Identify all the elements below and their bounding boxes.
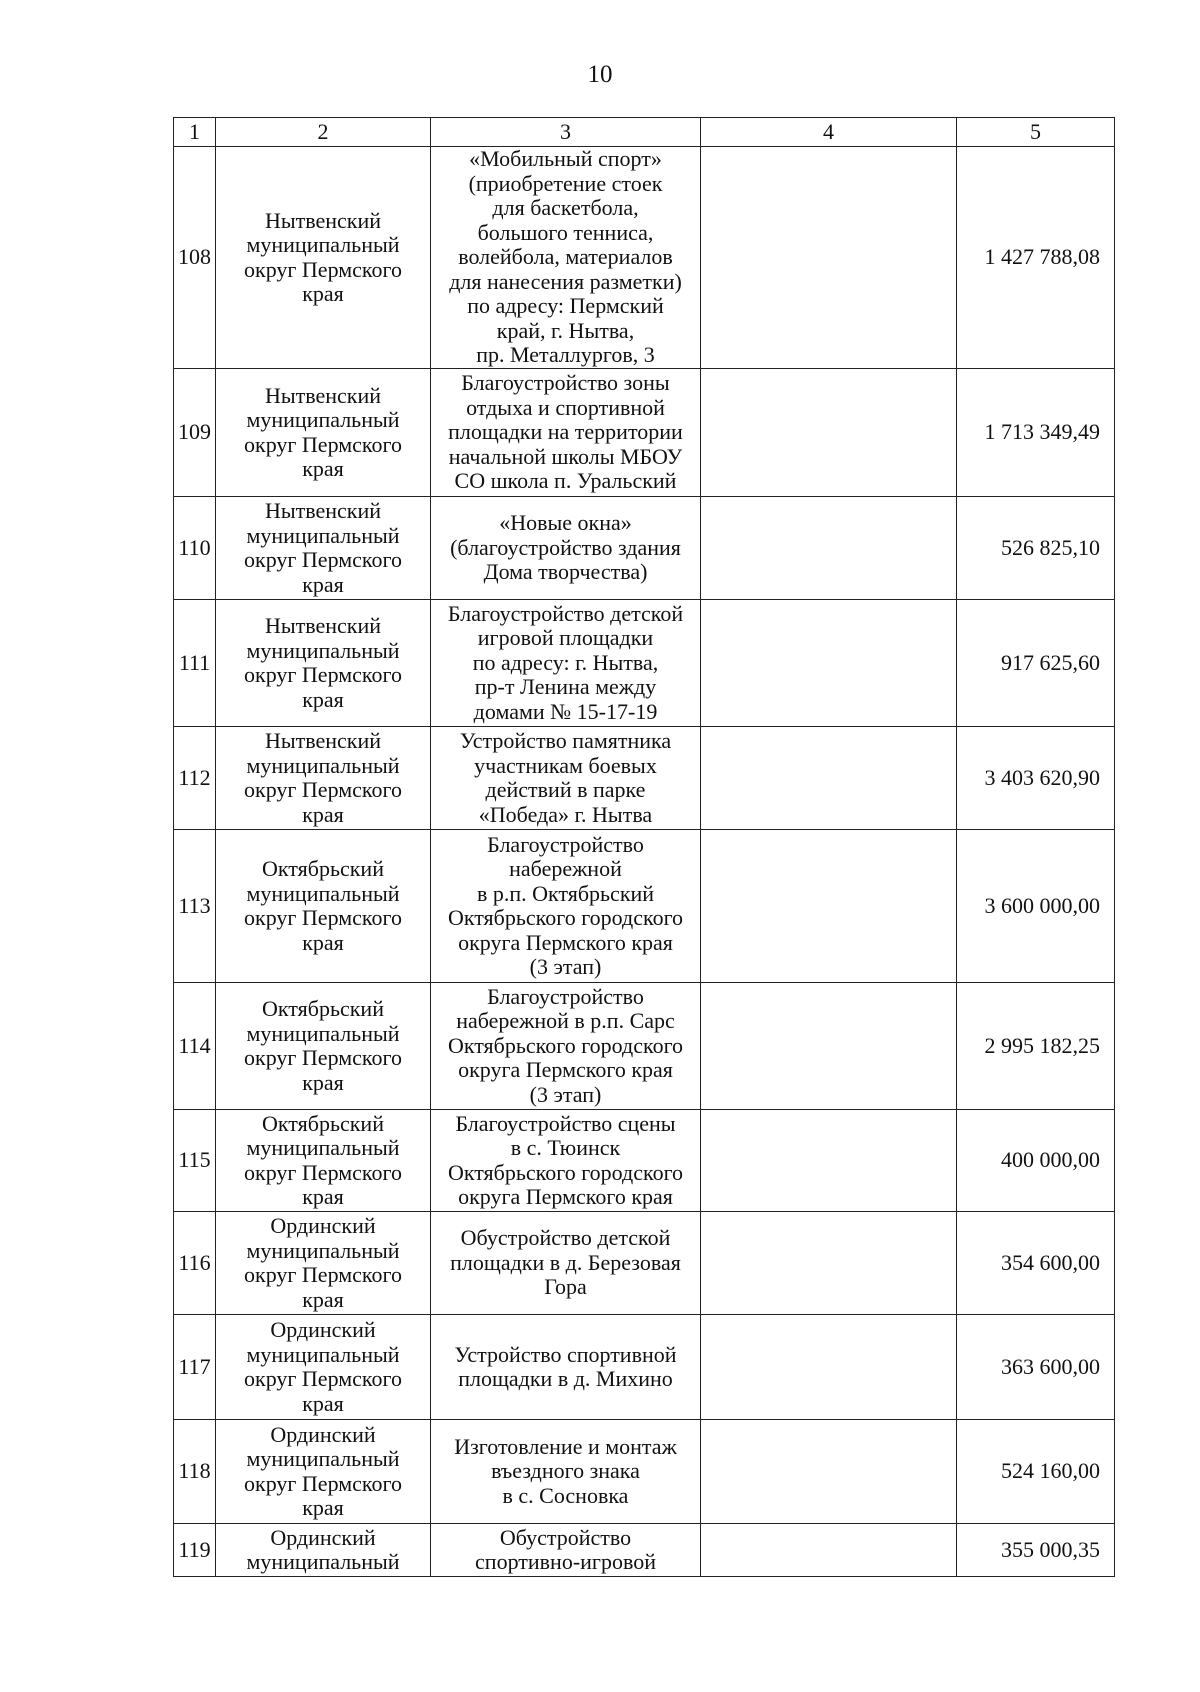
row-number: 117 <box>174 1315 216 1420</box>
municipality-cell: Ординский муниципальный округ Пермского края <box>216 1420 431 1524</box>
amount-cell: 917 625,60 <box>957 600 1115 727</box>
municipality-cell: Нытвенский муниципальный округ Пермского края <box>216 147 431 369</box>
table-row <box>174 983 1115 1110</box>
header-col-1: 1 <box>174 118 216 147</box>
project-description-cell: Изготовление и монтаж въездного знака в с. Сосновка <box>431 1420 701 1524</box>
municipality-cell: Нытвенский муниципальный округ Пермского края <box>216 600 431 727</box>
column-4-cell <box>701 727 957 830</box>
municipality-cell: Нытвенский муниципальный округ Пермского края <box>216 369 431 497</box>
table-row <box>174 1212 1115 1315</box>
table-row <box>174 497 1115 600</box>
row-number: 119 <box>174 1524 216 1577</box>
table-row <box>174 830 1115 983</box>
column-4-cell <box>701 600 957 727</box>
table-row <box>174 1524 1115 1577</box>
table-row <box>174 1420 1115 1524</box>
table-header-row <box>174 118 1115 147</box>
table-row <box>174 600 1115 727</box>
header-col-4: 4 <box>701 118 957 147</box>
column-4-cell <box>701 830 957 983</box>
municipality-cell: Октябрьский муниципальный округ Пермского края <box>216 830 431 983</box>
header-col-5: 5 <box>957 118 1115 147</box>
budget-table <box>173 117 1115 1577</box>
municipality-cell: Ординский муниципальный округ Пермского края <box>216 1315 431 1420</box>
row-number: 109 <box>174 369 216 497</box>
row-number: 108 <box>174 147 216 369</box>
amount-cell: 355 000,35 <box>957 1524 1115 1577</box>
amount-cell: 2 995 182,25 <box>957 983 1115 1110</box>
municipality-cell: Ординский муниципальный округ Пермского края <box>216 1212 431 1315</box>
row-number: 116 <box>174 1212 216 1315</box>
table-row <box>174 147 1115 369</box>
project-description-cell: Благоустройство зоны отдыха и спортивной площадки на территории начальной школы МБОУ СО школа п. Уральский <box>431 369 701 497</box>
column-4-cell <box>701 147 957 369</box>
project-description-cell: Устройство спортивной площадки в д. Михино <box>431 1315 701 1420</box>
municipality-cell: Нытвенский муниципальный округ Пермского края <box>216 497 431 600</box>
project-description-cell: Обустройство спортивно-игровой <box>431 1524 701 1577</box>
amount-cell: 526 825,10 <box>957 497 1115 600</box>
project-description-cell: Устройство памятника участникам боевых действий в парке «Победа» г. Нытва <box>431 727 701 830</box>
project-description-cell: Благоустройство набережной в р.п. Сарс Октябрьского городского округа Пермского края (3 этап) <box>431 983 701 1110</box>
municipality-cell: Нытвенский муниципальный округ Пермского края <box>216 727 431 830</box>
column-4-cell <box>701 497 957 600</box>
header-col-2: 2 <box>216 118 431 147</box>
project-description-cell: Благоустройство сцены в с. Тюинск Октябрьского городского округа Пермского края <box>431 1110 701 1212</box>
amount-cell: 354 600,00 <box>957 1212 1115 1315</box>
row-number: 115 <box>174 1110 216 1212</box>
project-description-cell: Благоустройство детской игровой площадки по адресу: г. Нытва, пр-т Ленина между домами № 15-17-19 <box>431 600 701 727</box>
amount-cell: 363 600,00 <box>957 1315 1115 1420</box>
column-4-cell <box>701 1212 957 1315</box>
municipality-cell: Октябрьский муниципальный округ Пермского края <box>216 983 431 1110</box>
column-4-cell <box>701 1524 957 1577</box>
column-4-cell <box>701 983 957 1110</box>
amount-cell: 1 713 349,49 <box>957 369 1115 497</box>
row-number: 113 <box>174 830 216 983</box>
amount-cell: 524 160,00 <box>957 1420 1115 1524</box>
amount-cell: 3 403 620,90 <box>957 727 1115 830</box>
project-description-cell: «Новые окна» (благоустройство здания Дома творчества) <box>431 497 701 600</box>
amount-cell: 3 600 000,00 <box>957 830 1115 983</box>
municipality-cell: Ординский муниципальный <box>216 1524 431 1577</box>
table-row <box>174 727 1115 830</box>
table-row <box>174 369 1115 497</box>
page-number: 10 <box>587 61 613 88</box>
column-4-cell <box>701 1110 957 1212</box>
column-4-cell <box>701 1420 957 1524</box>
column-4-cell <box>701 369 957 497</box>
row-number: 118 <box>174 1420 216 1524</box>
row-number: 112 <box>174 727 216 830</box>
row-number: 111 <box>174 600 216 727</box>
row-number: 110 <box>174 497 216 600</box>
table-row <box>174 1110 1115 1212</box>
header-col-3: 3 <box>431 118 701 147</box>
column-4-cell <box>701 1315 957 1420</box>
project-description-cell: Обустройство детской площадки в д. Березовая Гора <box>431 1212 701 1315</box>
table-row <box>174 1315 1115 1420</box>
amount-cell: 400 000,00 <box>957 1110 1115 1212</box>
project-description-cell: «Мобильный спорт» (приобретение стоек для баскетбола, большого тенниса, волейбола, материалов для нанесения разметки) по адресу: Пермский край, г. Нытва, пр. Металлургов, 3 <box>431 147 701 369</box>
row-number: 114 <box>174 983 216 1110</box>
amount-cell: 1 427 788,08 <box>957 147 1115 369</box>
project-description-cell: Благоустройство набережной в р.п. Октябрьский Октябрьского городского округа Пермского края (3 этап) <box>431 830 701 983</box>
municipality-cell: Октябрьский муниципальный округ Пермского края <box>216 1110 431 1212</box>
